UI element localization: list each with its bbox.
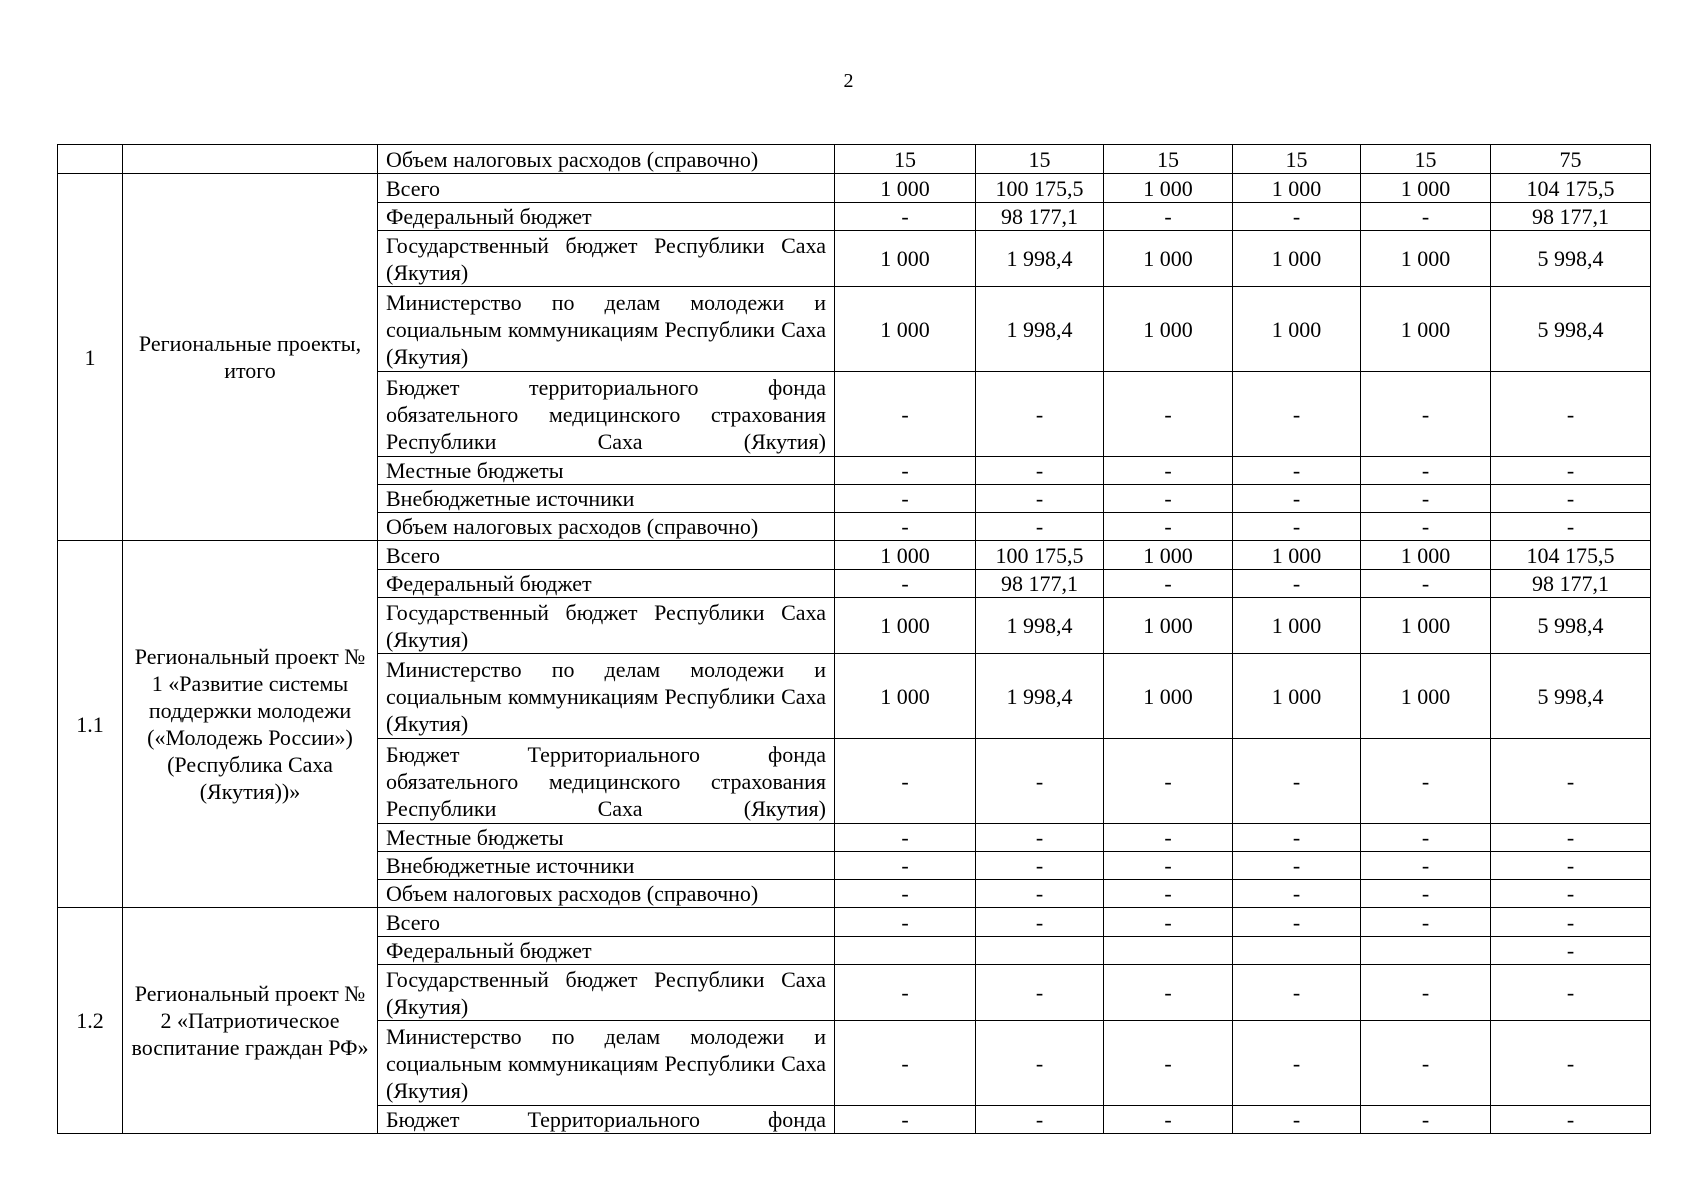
value-cell: - (1361, 1106, 1491, 1134)
value-cell: 98 177,1 (976, 570, 1104, 598)
value-cell: - (835, 1106, 976, 1134)
value-cell: - (976, 1106, 1104, 1134)
value-cell: 15 (835, 145, 976, 174)
value-cell: 1 000 (1233, 654, 1361, 739)
page-number: 2 (843, 70, 854, 92)
value-cell: - (976, 824, 1104, 852)
value-cell: 1 998,4 (976, 598, 1104, 654)
value-cell: 100 175,5 (976, 541, 1104, 570)
value-cell: - (1233, 880, 1361, 908)
value-cell: - (1233, 203, 1361, 231)
project-title: Региональные проекты, итого (123, 174, 378, 541)
value-cell: - (1361, 880, 1491, 908)
value-cell: - (1104, 485, 1233, 513)
value-cell: 15 (976, 145, 1104, 174)
value-cell: 15 (1104, 145, 1233, 174)
value-cell: - (835, 880, 976, 908)
value-cell: 98 177,1 (1491, 203, 1651, 231)
value-cell: 100 175,5 (976, 174, 1104, 203)
value-cell: - (1104, 908, 1233, 937)
source-label: Министерство по делам молодежи и социальным коммуникациям Республики Саха (Якутия) (378, 287, 835, 372)
value-cell: 1 000 (1361, 174, 1491, 203)
project-cell (123, 145, 378, 174)
value-cell (1233, 937, 1361, 965)
source-label: Государственный бюджет Республики Саха (Якутия) (378, 965, 835, 1021)
value-cell: - (1491, 852, 1651, 880)
source-label: Бюджет территориального фонда обязательного медицинского страхования Республики Саха (Якутия) (378, 372, 835, 457)
source-label: Федеральный бюджет (378, 570, 835, 598)
value-cell: - (1491, 824, 1651, 852)
value-cell: 98 177,1 (1491, 570, 1651, 598)
source-label: Объем налоговых расходов (справочно) (378, 880, 835, 908)
value-cell: - (835, 570, 976, 598)
value-cell: 1 000 (1361, 541, 1491, 570)
value-cell: - (1361, 485, 1491, 513)
value-cell: - (1361, 824, 1491, 852)
source-label: Местные бюджеты (378, 824, 835, 852)
row-code: 1 (58, 174, 123, 541)
value-cell: - (1104, 570, 1233, 598)
value-cell: - (1361, 513, 1491, 541)
value-cell: - (1104, 739, 1233, 824)
value-cell: 1 000 (1233, 598, 1361, 654)
value-cell: - (1233, 457, 1361, 485)
value-cell: - (1361, 908, 1491, 937)
value-cell: - (1361, 457, 1491, 485)
value-cell: - (1104, 372, 1233, 457)
value-cell: 1 000 (835, 231, 976, 287)
value-cell: 5 998,4 (1491, 231, 1651, 287)
value-cell: 1 000 (1361, 287, 1491, 372)
value-cell: 5 998,4 (1491, 598, 1651, 654)
value-cell: 1 000 (835, 541, 976, 570)
source-label: Местные бюджеты (378, 457, 835, 485)
value-cell: - (1361, 570, 1491, 598)
source-label: Государственный бюджет Республики Саха (Якутия) (378, 598, 835, 654)
value-cell: - (835, 1021, 976, 1106)
value-cell: 1 000 (1104, 541, 1233, 570)
value-cell: - (835, 852, 976, 880)
value-cell: - (1104, 852, 1233, 880)
value-cell: - (835, 739, 976, 824)
value-cell: 1 000 (1233, 231, 1361, 287)
value-cell: 75 (1491, 145, 1651, 174)
value-cell: - (976, 457, 1104, 485)
value-cell: - (1233, 852, 1361, 880)
value-cell: - (976, 513, 1104, 541)
value-cell: 1 998,4 (976, 287, 1104, 372)
value-cell: - (1491, 880, 1651, 908)
value-cell: - (1491, 1021, 1651, 1106)
value-cell (835, 937, 976, 965)
value-cell: 104 175,5 (1491, 174, 1651, 203)
value-cell: - (1104, 965, 1233, 1021)
source-label: Министерство по делам молодежи и социальным коммуникациям Республики Саха (Якутия) (378, 654, 835, 739)
value-cell: - (976, 1021, 1104, 1106)
source-label: Бюджет Территориального фонда (378, 1106, 835, 1134)
value-cell: - (976, 852, 1104, 880)
value-cell: - (976, 965, 1104, 1021)
value-cell: - (1491, 965, 1651, 1021)
value-cell: 1 000 (1104, 287, 1233, 372)
table-row (58, 541, 1651, 570)
value-cell: 5 998,4 (1491, 654, 1651, 739)
source-label: Всего (378, 174, 835, 203)
value-cell: - (1361, 852, 1491, 880)
source-label: Внебюджетные источники (378, 852, 835, 880)
value-cell: - (1491, 739, 1651, 824)
value-cell: 1 000 (1361, 231, 1491, 287)
value-cell: 1 000 (1104, 598, 1233, 654)
value-cell: - (976, 372, 1104, 457)
value-cell: - (1233, 570, 1361, 598)
project-title: Региональный проект № 2 «Патриотическое воспитание граждан РФ» (123, 908, 378, 1134)
value-cell: - (1233, 908, 1361, 937)
value-cell: - (1233, 372, 1361, 457)
value-cell: 1 000 (1233, 174, 1361, 203)
value-cell: - (1233, 513, 1361, 541)
value-cell: 15 (1361, 145, 1491, 174)
value-cell: 1 000 (1233, 287, 1361, 372)
value-cell: 1 000 (835, 174, 976, 203)
value-cell (1361, 937, 1491, 965)
value-cell: - (976, 908, 1104, 937)
value-cell: - (1361, 372, 1491, 457)
value-cell: - (1491, 485, 1651, 513)
value-cell: - (1491, 1106, 1651, 1134)
value-cell: - (835, 824, 976, 852)
table-row (58, 145, 1651, 174)
value-cell: - (1104, 513, 1233, 541)
row-code: 1.1 (58, 541, 123, 908)
source-label: Федеральный бюджет (378, 203, 835, 231)
value-cell: - (1491, 372, 1651, 457)
value-cell: 1 000 (1104, 231, 1233, 287)
value-cell: 1 000 (1361, 654, 1491, 739)
value-cell: 1 998,4 (976, 231, 1104, 287)
value-cell (1104, 937, 1233, 965)
source-label: Объем налоговых расходов (справочно) (378, 145, 835, 174)
value-cell: - (976, 880, 1104, 908)
value-cell: 98 177,1 (976, 203, 1104, 231)
value-cell: - (835, 485, 976, 513)
value-cell: - (835, 965, 976, 1021)
value-cell: - (1361, 965, 1491, 1021)
value-cell: - (1233, 739, 1361, 824)
source-label: Государственный бюджет Республики Саха (Якутия) (378, 231, 835, 287)
source-label: Всего (378, 908, 835, 937)
value-cell: - (976, 739, 1104, 824)
value-cell: 15 (1233, 145, 1361, 174)
source-label: Министерство по делам молодежи и социальным коммуникациям Республики Саха (Якутия) (378, 1021, 835, 1106)
row-code: 1.2 (58, 908, 123, 1134)
value-cell: - (835, 203, 976, 231)
project-title: Региональный проект № 1 «Развитие системы поддержки молодежи («Молодежь России») (Республика Саха (Якутия))» (123, 541, 378, 908)
budget-table (57, 144, 1651, 1134)
value-cell: - (1491, 937, 1651, 965)
table-row (58, 174, 1651, 203)
value-cell: 1 000 (1233, 541, 1361, 570)
value-cell: - (1104, 457, 1233, 485)
source-label: Внебюджетные источники (378, 485, 835, 513)
value-cell: 1 000 (835, 654, 976, 739)
code-cell (58, 145, 123, 174)
value-cell (976, 937, 1104, 965)
value-cell: - (1491, 457, 1651, 485)
value-cell: - (835, 457, 976, 485)
value-cell: - (1104, 1106, 1233, 1134)
table-row (58, 908, 1651, 937)
source-label: Всего (378, 541, 835, 570)
value-cell: - (1233, 485, 1361, 513)
value-cell: 104 175,5 (1491, 541, 1651, 570)
value-cell: - (1233, 965, 1361, 1021)
value-cell: 1 000 (1104, 654, 1233, 739)
value-cell: - (1233, 1021, 1361, 1106)
value-cell: - (1233, 1106, 1361, 1134)
value-cell: 1 000 (1104, 174, 1233, 203)
value-cell: - (1491, 513, 1651, 541)
value-cell: - (1361, 739, 1491, 824)
value-cell: - (1233, 824, 1361, 852)
value-cell: 1 000 (835, 598, 976, 654)
value-cell: - (1104, 1021, 1233, 1106)
source-label: Объем налоговых расходов (справочно) (378, 513, 835, 541)
value-cell: - (1104, 203, 1233, 231)
source-label: Федеральный бюджет (378, 937, 835, 965)
value-cell: - (1104, 824, 1233, 852)
value-cell: 5 998,4 (1491, 287, 1651, 372)
value-cell: 1 000 (1361, 598, 1491, 654)
value-cell: 1 000 (835, 287, 976, 372)
value-cell: - (835, 372, 976, 457)
value-cell: - (835, 513, 976, 541)
value-cell: - (1361, 203, 1491, 231)
value-cell: - (1104, 880, 1233, 908)
value-cell: - (976, 485, 1104, 513)
value-cell: - (835, 908, 976, 937)
source-label: Бюджет Территориального фонда обязательного медицинского страхования Республики Саха (Якутия) (378, 739, 835, 824)
value-cell: - (1361, 1021, 1491, 1106)
value-cell: - (1491, 908, 1651, 937)
value-cell: 1 998,4 (976, 654, 1104, 739)
